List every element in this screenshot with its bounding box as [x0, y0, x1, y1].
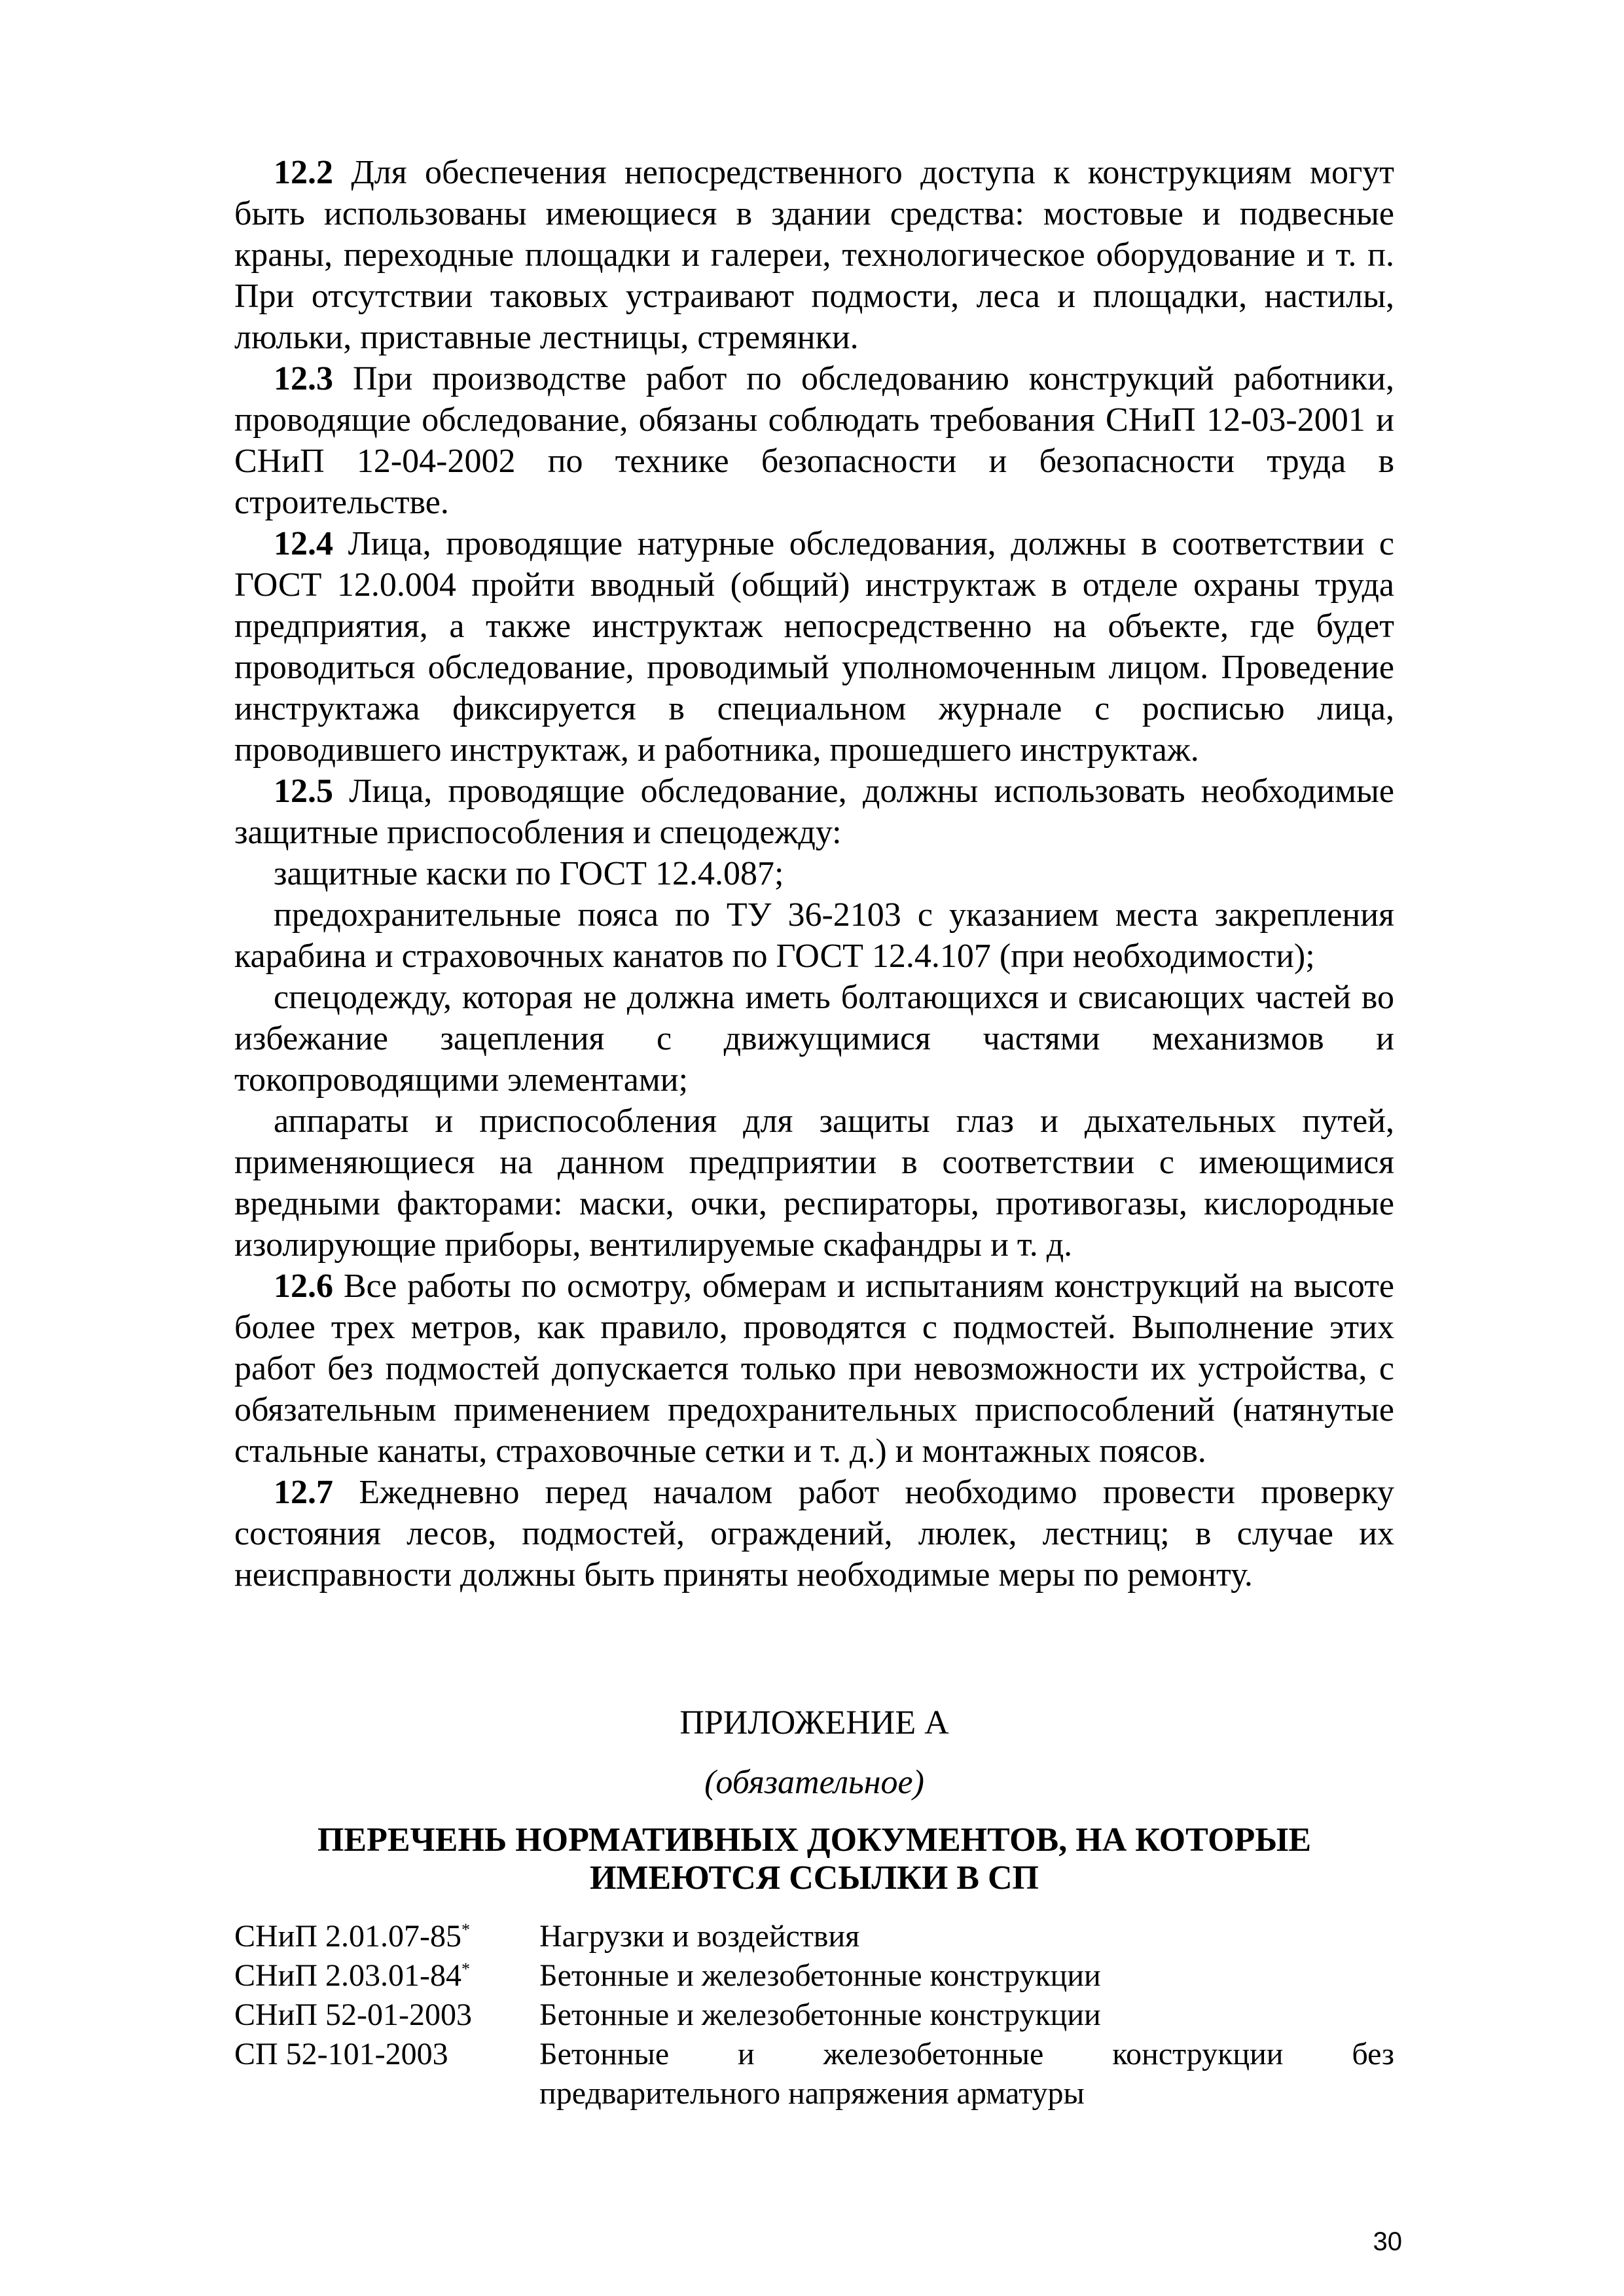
reference-code: СНиП 2.01.07-85* [234, 1919, 471, 1954]
list-item: предохранительные пояса по ТУ 36-2103 с указанием места закрепления карабина и страховочных канатов по ГОСТ 12.4.107 (при необходимости); [234, 896, 1394, 975]
section-number: 12.6 [274, 1267, 333, 1305]
reference-code: СП 52-101-2003 [234, 2037, 448, 2071]
reference-title: Нагрузки и воздействия [539, 1919, 860, 1954]
section-12-7 [234, 1472, 1394, 1595]
reference-row [234, 2035, 1394, 2113]
section-text: Ежедневно перед началом работ необходимо провести проверку состояния лесов, подмостей, ограждений, люлек, лестниц; в случае их неисправности должны быть приняты необходимые меры по ремонту. [234, 1474, 1394, 1594]
section-12-3 [234, 358, 1394, 523]
section-12-4 [234, 523, 1394, 771]
section-text: Для обеспечения непосредственного доступа к конструкциям могут быть использованы имеющиеся в здании средства: мостовые и подвесные краны, переходные площадки и галереи, технологическое оборудование и т. п. При отсутствии таковых устраивают подмости, леса и площадки, настилы, люльки, приставные лестницы, стремянки. [234, 154, 1394, 356]
list-item: аппараты и приспособления для защиты глаз и дыхательных путей, применяющиеся на данном предприятии в соответствии с имеющимися вредными факторами: маски, очки, респираторы, противогазы, кислородные изолирующие приборы, вентилируемые скафандры и т. д. [234, 1102, 1394, 1264]
asterisk-mark: * [461, 1920, 471, 1939]
reference-row [234, 1917, 1394, 1956]
section-number: 12.7 [274, 1474, 333, 1511]
section-number: 12.5 [274, 773, 333, 810]
page-number: 30 [1373, 2227, 1402, 2256]
section-text: Все работы по осмотру, обмерам и испытаниям конструкций на высоте более трех метров, как правило, проводятся с подмостей. Выполнение этих работ без подмостей допускается только при невозможности их устройства, с обязательным применением предохранительных приспособлений (натянутые стальные канаты, страховочные сетки и т. д.) и монтажных поясов. [234, 1267, 1395, 1470]
section-text: Лица, проводящие натурные обследования, должны в соответствии с ГОСТ 12.0.004 пройти вводный (общий) инструктаж в отделе охраны труда предприятия, а также инструктаж непосредственно на объекте, где будет проводиться обследование, проводимый уполномоченным лицом. Проведение инструктажа фиксируется в специальном журнале с росписью лица, проводившего инструктаж, и работника, прошедшего инструктаж. [234, 525, 1395, 769]
reference-code: СНиП 52-01-2003 [234, 1997, 472, 2032]
appendix-title: ПРИЛОЖЕНИЕ А [679, 1704, 949, 1741]
reference-title: Бетонные и железобетонные конструкции [539, 1958, 1101, 1993]
reference-title: Бетонные и железобетонные конструкции без предварительного напряжения арматуры [539, 2037, 1394, 2111]
appendix-heading: ПЕРЕЧЕНЬ НОРМАТИВНЫХ ДОКУМЕНТОВ, НА КОТОРЫЕ ИМЕЮТСЯ ССЫЛКИ В СП [317, 1821, 1312, 1897]
section-number: 12.3 [274, 360, 333, 397]
section-12-5 [234, 771, 1394, 853]
document-page [234, 152, 1394, 2113]
section-number: 12.2 [274, 154, 333, 191]
appendix-a [234, 1702, 1394, 2113]
section-text: Лица, проводящие обследование, должны использовать необходимые защитные приспособления и спецодежду: [234, 773, 1394, 851]
appendix-subtitle: (обязательное) [704, 1764, 924, 1801]
list-item: защитные каски по ГОСТ 12.4.087; [274, 855, 784, 892]
reference-row [234, 1956, 1394, 1995]
reference-title: Бетонные и железобетонные конструкции [539, 1997, 1101, 2032]
section-number: 12.4 [274, 525, 333, 562]
section-12-2 [234, 152, 1394, 358]
reference-list [234, 1917, 1394, 2113]
reference-code: СНиП 2.03.01-84* [234, 1958, 471, 1993]
reference-row [234, 1995, 1394, 2035]
section-12-6 [234, 1266, 1394, 1472]
list-item: спецодежду, которая не должна иметь болтающихся и свисающих частей во избежание зацепления с движущимися частями механизмов и токопроводящими элементами; [234, 979, 1394, 1099]
section-text: При производстве работ по обследованию конструкций работники, проводящие обследование, обязаны соблюдать требования СНиП 12-03-2001 и СНиП 12-04-2002 по технике безопасности и безопасности труда в строительстве. [234, 360, 1394, 521]
asterisk-mark: * [461, 1959, 471, 1978]
